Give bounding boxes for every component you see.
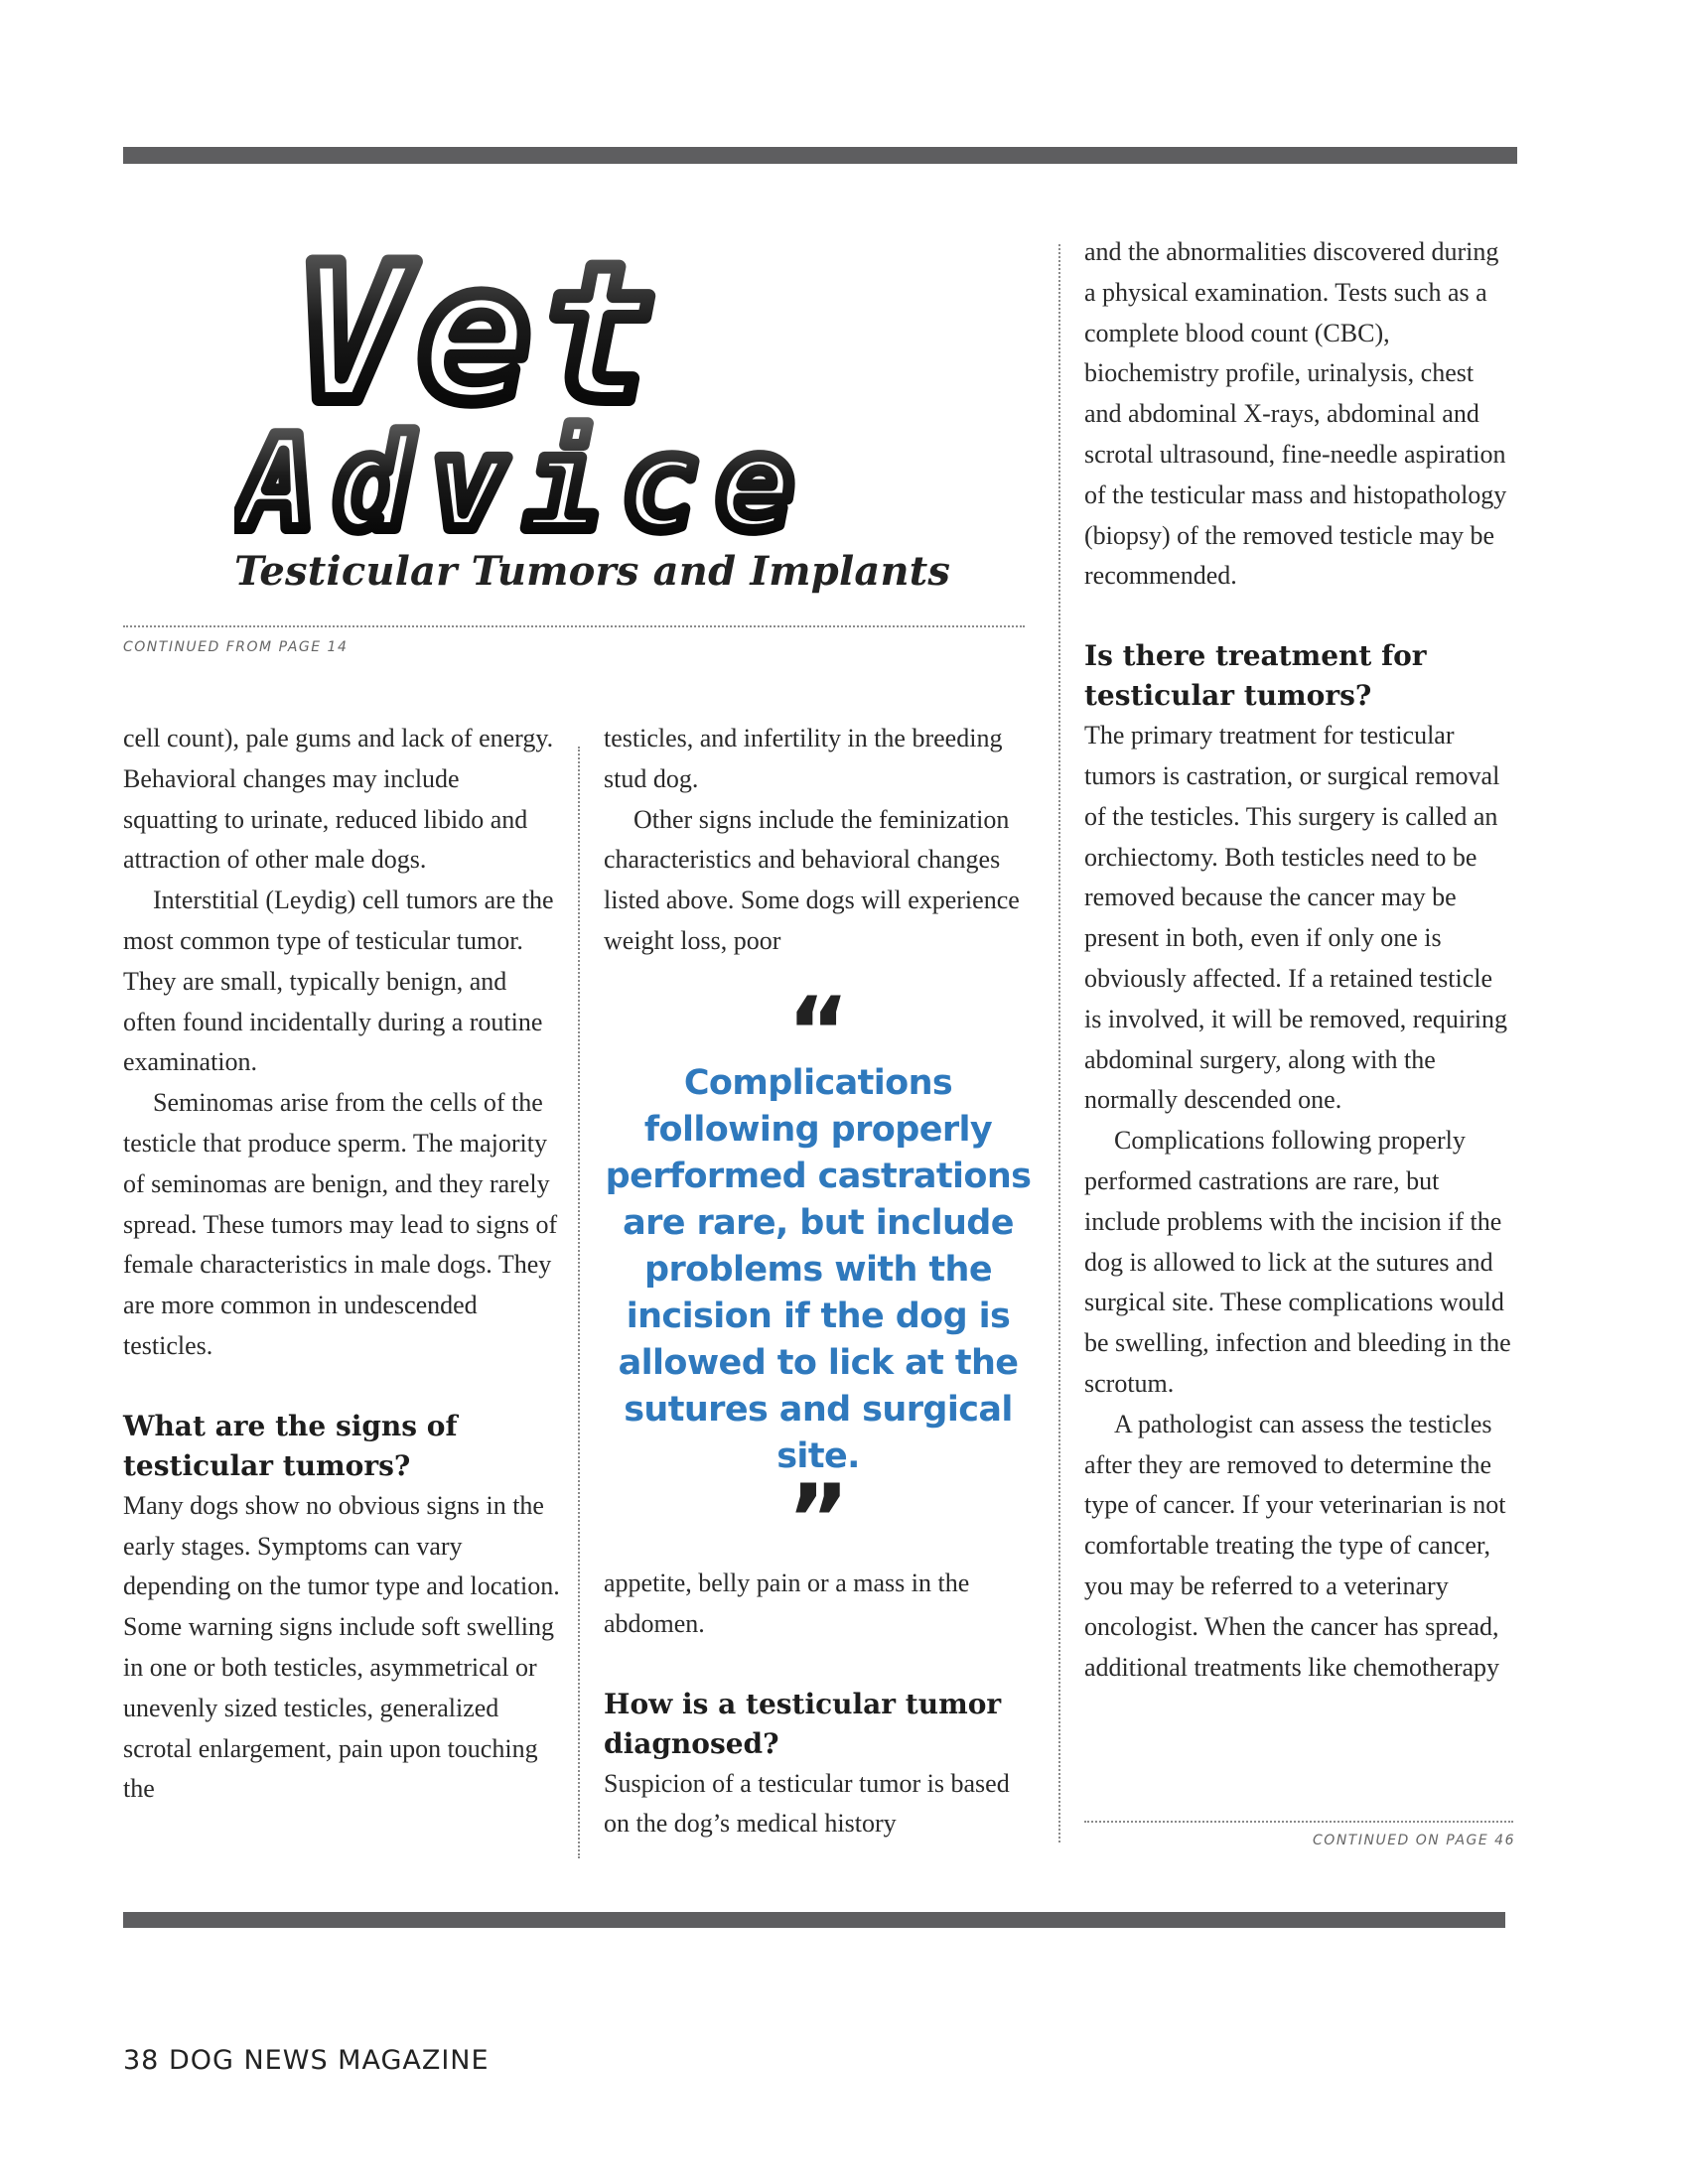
continued-divider — [1084, 1821, 1513, 1823]
bottom-rule — [123, 1912, 1505, 1928]
col2-paragraph-2: Other signs include the feminization characteristics and behavioral changes listed above. Some dogs will experience weight loss, poor — [604, 804, 1020, 955]
continued-from-label: CONTINUED FROM PAGE 14 — [123, 639, 349, 655]
pull-quote — [600, 993, 1037, 1548]
col1-paragraph-1: cell count), pale gums and lack of energy. Behavioral changes may include squatting to urinate, reduced libido and attraction of other male dogs. — [123, 724, 554, 875]
col3-heading-treatment: Is there treatment for testicular tumors? — [1084, 639, 1427, 713]
column-divider-2 — [1058, 244, 1060, 1843]
open-quote-mark: “ — [786, 993, 850, 1060]
logo-line-vet: Vet — [294, 230, 665, 444]
article-subtitle: Testicular Tumors and Implants — [234, 548, 951, 595]
col3-paragraph-4: A pathologist can assess the testicles after they are removed to determine the type of cancer. If your veterinarian is not comfortable treating the type of cancer, you may be referred to a veterinary oncologist. When the cancer has spread, additional treatments like chemotherapy — [1084, 1409, 1506, 1682]
col3-paragraph-3: Complications following properly performed castrations are rare, but include problems with the incision if the dog is allowed to lick at the sutures and surgical site. These complications would be swelling, infection and bleeding in the scrotum. — [1084, 1126, 1511, 1398]
col2-paragraph-1: testicles, and infertility in the breeding stud dog. — [604, 724, 1003, 793]
continued-on-label: CONTINUED ON PAGE 46 — [1313, 1833, 1515, 1848]
col1-heading-signs: What are the signs of testicular tumors? — [123, 1409, 458, 1482]
page-folio: 38 DOG NEWS MAGAZINE — [123, 2045, 490, 2076]
column-divider-1 — [578, 747, 580, 1858]
logo-line-advice: Advice — [238, 408, 812, 548]
column-1 — [123, 719, 560, 1810]
vet-advice-logo — [234, 230, 949, 568]
col3-paragraph-1: and the abnormalities discovered during a physical examination. Tests such as a complete blood count (CBC), biochemistry profile, urinalysis, chest and abdominal X-rays, abdominal and scrotal ultrasound, fine-needle aspiration of the testicular mass and histopathology (biopsy) of the removed testicle may be recommended. — [1084, 237, 1507, 591]
col1-paragraph-2: Interstitial (Leydig) cell tumors are the most common type of testicular tumor. They are small, typically benign, and often found incidentally during a routine examination. — [123, 886, 554, 1077]
col2-paragraph-3: appetite, belly pain or a mass in the abdomen. — [604, 1569, 970, 1638]
col2-paragraph-4: Suspicion of a testicular tumor is based on the dog’s medical history — [604, 1768, 1010, 1839]
column-2-top — [604, 719, 1021, 962]
column-2-bottom — [604, 1564, 1021, 1844]
col3-paragraph-2: The primary treatment for testicular tumors is castration, or surgical removal of the testicles. This surgery is called an orchiectomy. Both testicles need to be removed because the cancer may be present in both, even if only one is obviously affected. If a retained testicle is involved, it will be removed, requiring abdominal surgery, along with the normally descended one. — [1084, 721, 1508, 1115]
vet-advice-logo-art — [234, 230, 949, 548]
col1-paragraph-3: Seminomas arise from the cells of the testicle that produce sperm. The majority of seminomas are benign, and they rarely spread. These tumors may lead to signs of female characteristics in male dogs. They are more common in undescended testicles. — [123, 1088, 558, 1360]
close-quote-mark: ” — [786, 1480, 850, 1548]
pull-quote-text: Complications following properly performed castrations are rare, but include problems with the incision if the dog is allowed to lick at the sutures and surgical site. — [605, 1063, 1032, 1476]
col2-heading-diagnosed: How is a testicular tumor diagnosed? — [604, 1687, 1002, 1760]
column-3 — [1084, 232, 1511, 1688]
col1-paragraph-4: Many dogs show no obvious signs in the early stages. Symptoms can vary depending on the tumor type and location. Some warning signs include soft swelling in one or both testicles, asymmetrical or unevenly sized testicles, generalized scrotal enlargement, pain upon touching the — [123, 1490, 560, 1804]
top-rule — [123, 147, 1517, 164]
header-divider — [123, 625, 1025, 627]
